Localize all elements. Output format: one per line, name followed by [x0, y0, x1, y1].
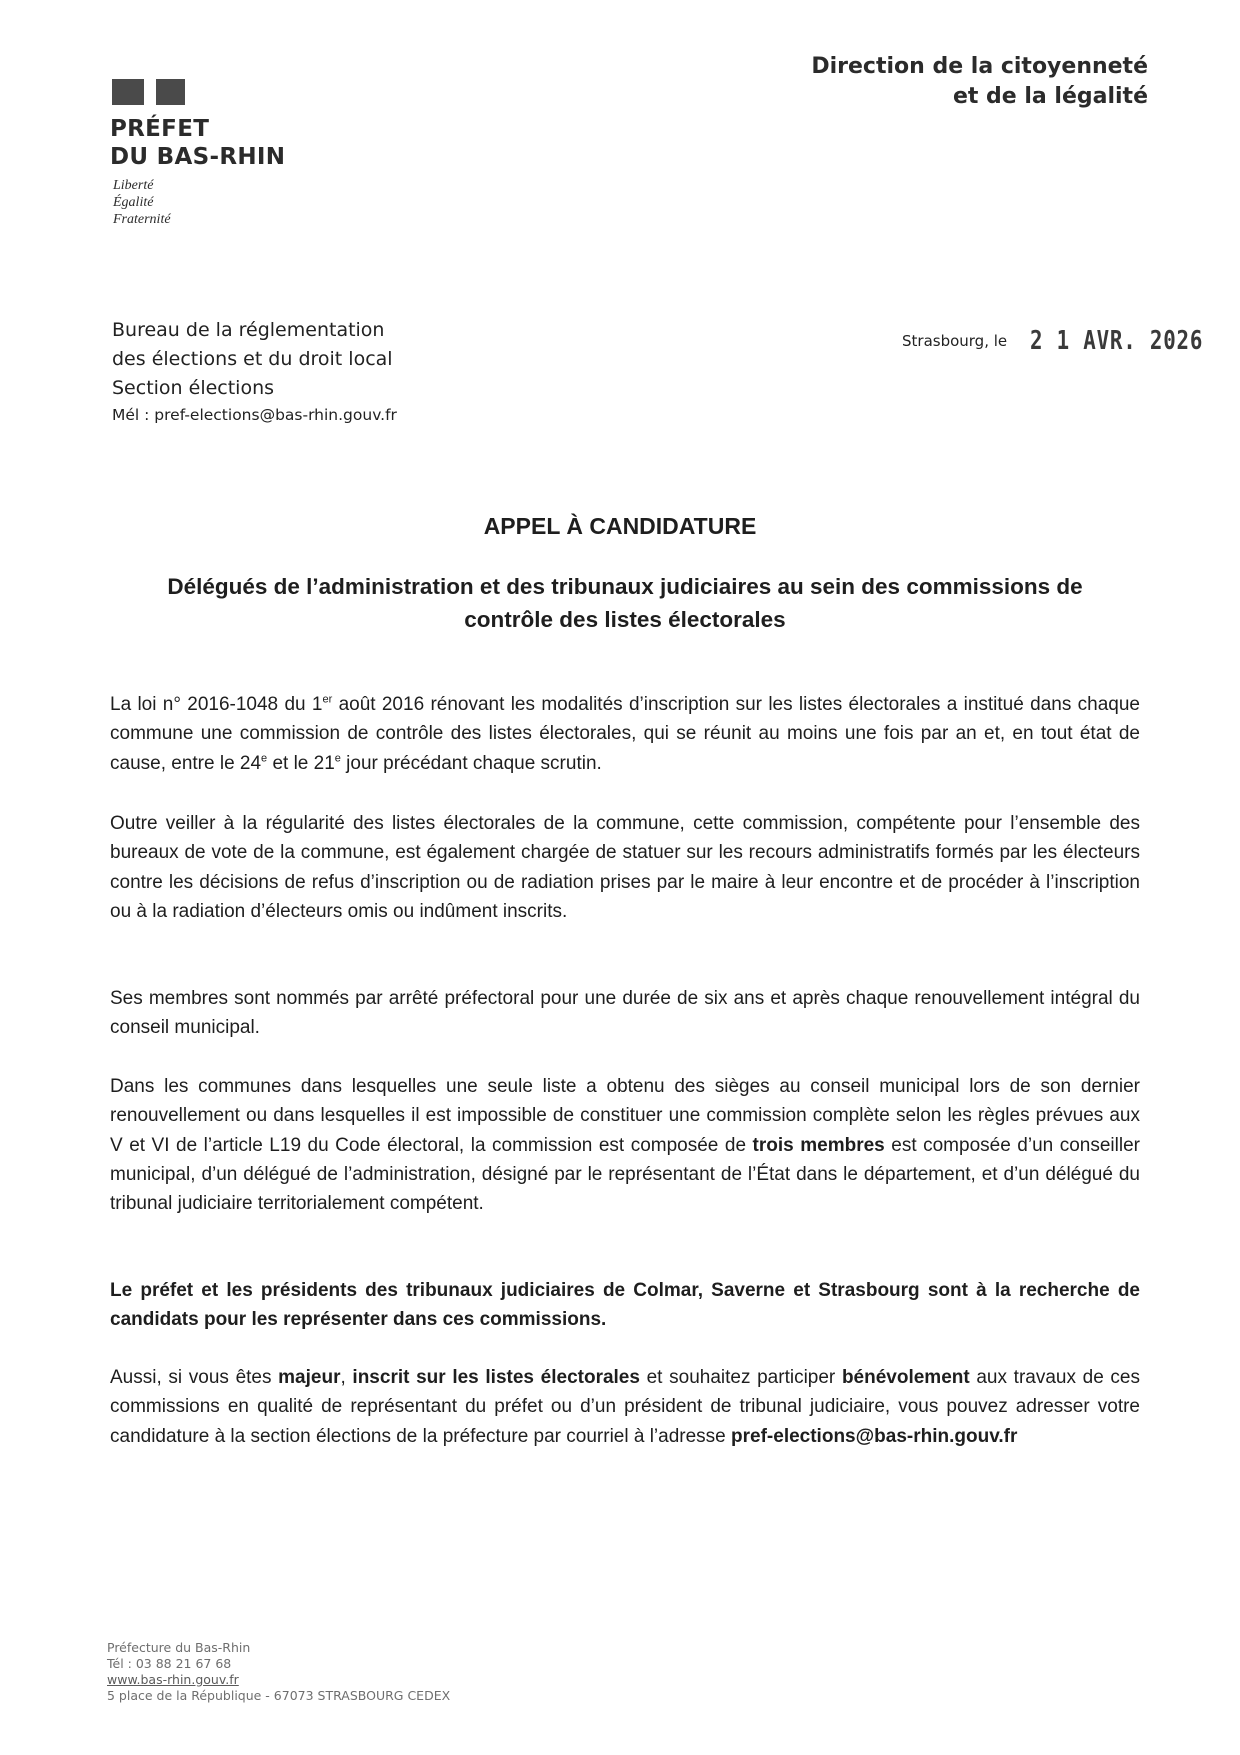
sender-line-1: Bureau de la réglementation — [112, 319, 385, 341]
subtitle-line-1: Délégués de l’administration et des tribunaux judiciaires au sein des commissions de — [167, 574, 1083, 599]
superscript: er — [322, 693, 333, 706]
logo-block-left — [112, 79, 144, 105]
superscript: e — [261, 752, 268, 765]
dateline-place: Strasbourg, le — [902, 332, 1008, 350]
text-run: aux travaux de ces commissions en qualité de représentant du préfet ou d’un président de tribunal judiciaire, vous pouvez adresser votre candidature à la section élections de la préfecture par courriel à l’adresse — [110, 1367, 1140, 1447]
footer-phone: Tél : 03 88 21 67 68 — [107, 1656, 232, 1671]
paragraph-call: Le préfet et les présidents des tribunaux judiciaires de Colmar, Saverne et Strasbourg sont à la recherche de candidats pour les représenter dans ces commissions. — [110, 1280, 1140, 1331]
prefet-title-line-2: DU BAS-RHIN — [110, 144, 286, 170]
sender-line-2: des élections et du droit local — [112, 348, 393, 370]
footer-website-link[interactable]: www.bas-rhin.gouv.fr — [107, 1672, 239, 1687]
sender-email-line — [112, 403, 397, 427]
republic-motto — [113, 177, 171, 228]
paragraph-how-to-apply — [110, 1363, 1140, 1451]
prefet-title-line-1: PRÉFET — [110, 116, 210, 142]
document-subtitle — [110, 570, 1140, 636]
text-run: , — [340, 1367, 353, 1388]
sender-line-3: Section élections — [112, 377, 275, 399]
footer-name: Préfecture du Bas-Rhin — [107, 1640, 251, 1655]
sender-email[interactable]: pref-elections@bas-rhin.gouv.fr — [154, 406, 397, 424]
direction-heading — [811, 52, 1148, 112]
text-run: Aussi, si vous êtes — [110, 1367, 279, 1388]
text-run: Dans les communes dans lesquelles une seule liste a obtenu des sièges au conseil municipal lors de son dernier renouvellement ou dans lesquelles il est impossible de constituer une commission complète selon les règles prévues aux V et VI de l’article L19 du Code électoral, la commission est composée de — [110, 1076, 1140, 1156]
logo-block-right — [156, 79, 185, 105]
text-run: La loi n° 2016-1048 du 1 — [110, 694, 323, 715]
motto-fraternite: Fraternité — [113, 212, 171, 227]
text-run: et le 21 — [267, 752, 335, 774]
prefet-title — [110, 115, 285, 171]
paragraph-composition — [110, 1072, 1140, 1218]
text-run: août 2016 rénovant les modalités d’inscription sur les listes électorales a institué dans chaque commune une commission de contrôle des listes électorales, qui se réunit au moins une fois par an et, en tout état de cause, entre le 24 — [110, 694, 1140, 774]
direction-line-2: et de la légalité — [952, 84, 1148, 109]
footer-address: 5 place de la République - 67073 STRASBOURG CEDEX — [107, 1688, 451, 1703]
application-email[interactable]: pref-elections@bas-rhin.gouv.fr — [731, 1425, 1018, 1447]
motto-egalite: Égalité — [113, 195, 154, 210]
text-run: jour précédant chaque scrutin. — [340, 752, 602, 774]
sender-block — [112, 316, 397, 427]
subtitle-line-2: contrôle des listes électorales — [464, 607, 786, 632]
text-run: et souhaitez participer — [639, 1367, 842, 1388]
marianne-logo-icon — [112, 79, 185, 105]
logo-marianne-profile — [144, 79, 156, 105]
bold-text: trois membres — [752, 1134, 885, 1156]
direction-line-1: Direction de la citoyenneté — [811, 54, 1148, 79]
mel-label: Mél : — [112, 406, 155, 424]
document-title: APPEL À CANDIDATURE — [483, 513, 757, 539]
paragraph-commission-role: Outre veiller à la régularité des listes électorales de la commune, cette commission, compétente pour l’ensemble des bureaux de vote de la commune, est également chargée de statuer sur les recours administratifs formés par les électeurs contre les décisions de refus d’inscription ou de radiation prises par le maire à leur encontre et de procéder à l’inscription ou à la radiation d’électeurs omis ou indûment inscrits. — [110, 813, 1140, 922]
footer — [107, 1640, 450, 1704]
bold-text: bénévolement — [841, 1367, 970, 1388]
superscript: e — [334, 752, 341, 765]
paragraph-law — [110, 690, 1140, 778]
paragraph-members: Ses membres sont nommés par arrêté préfectoral pour une durée de six ans et après chaque renouvellement intégral du conseil municipal. — [110, 988, 1140, 1039]
text-run: est composée d’un conseiller municipal, d’un délégué de l’administration, désigné par le représentant de l’État dans le département, et d’un délégué du tribunal judiciaire territorialement compétent. — [110, 1134, 1140, 1215]
date-stamp: 2 1 AVR. 2026 — [1030, 326, 1204, 356]
bold-text: inscrit sur les listes électorales — [352, 1367, 640, 1388]
bold-text: majeur — [278, 1367, 341, 1388]
motto-liberte: Liberté — [113, 178, 154, 193]
